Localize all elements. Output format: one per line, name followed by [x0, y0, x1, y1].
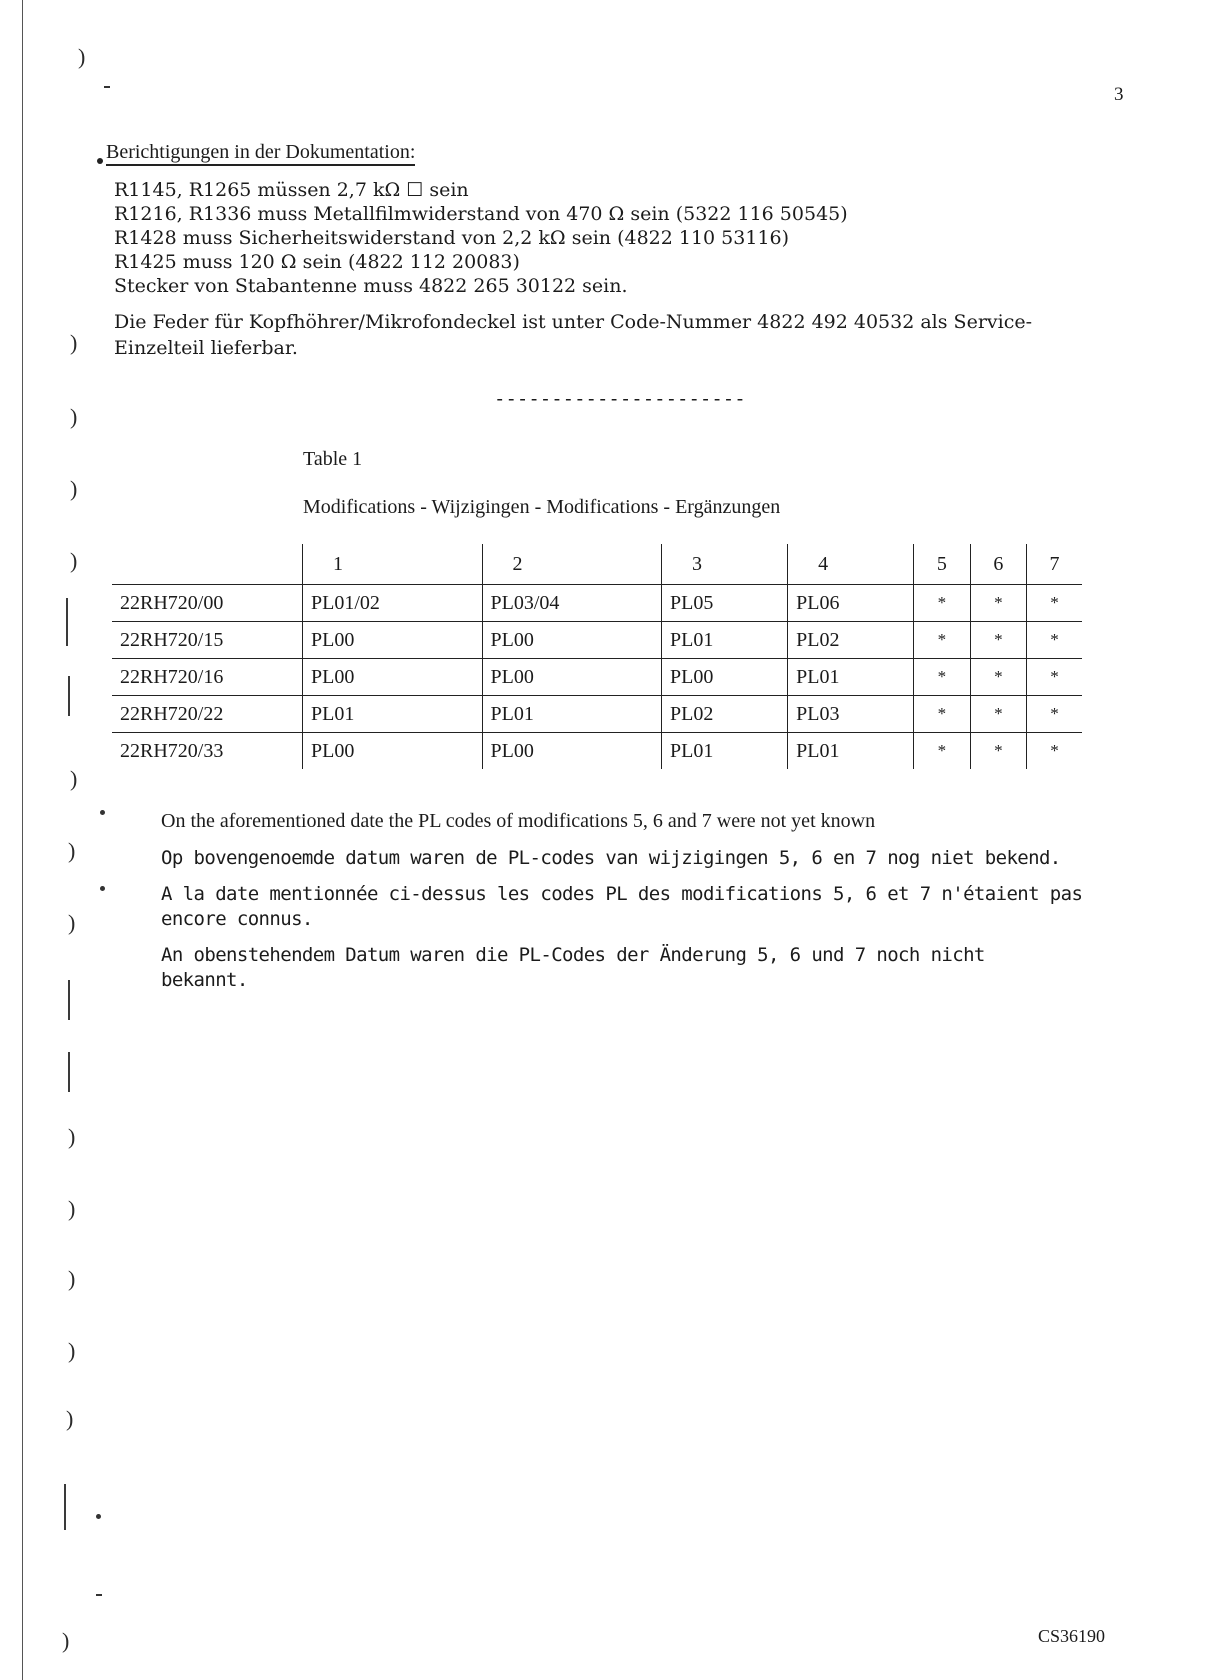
- binder-mark: ): [70, 404, 78, 429]
- pl-cell: PL02: [788, 622, 914, 659]
- pl-cell: *: [914, 659, 970, 696]
- mark-dot: [96, 1514, 101, 1519]
- header-col: 5: [914, 544, 970, 585]
- pl-cell: PL03/04: [482, 585, 662, 622]
- section-heading: [106, 141, 415, 164]
- correction-line: R1425 muss 120 Ω sein (4822 112 20083): [114, 251, 520, 273]
- pl-cell: PL06: [788, 585, 914, 622]
- pl-cell: *: [970, 585, 1026, 622]
- pl-cell: PL05: [662, 585, 788, 622]
- pl-cell: *: [1027, 659, 1082, 696]
- pl-cell: *: [914, 696, 970, 733]
- note-dutch: Op bovengenoemde datum waren de PL-codes van wijzigingen 5, 6 en 7 nog niet bekend.: [161, 847, 1061, 869]
- pl-cell: PL00: [482, 622, 662, 659]
- mark-dash: [104, 86, 110, 88]
- binder-mark: ): [70, 548, 78, 573]
- pl-cell: PL01: [662, 622, 788, 659]
- header-col: 1: [303, 544, 483, 585]
- table-caption: Table 1: [303, 448, 363, 470]
- mark-dot: [100, 886, 105, 891]
- binder-mark: ): [68, 1124, 76, 1149]
- pl-cell: PL00: [303, 733, 483, 770]
- binder-mark: ): [62, 1628, 70, 1653]
- pl-cell: *: [1027, 733, 1082, 770]
- header-col: 3: [662, 544, 788, 585]
- table-row: [112, 659, 1082, 696]
- table-row: [112, 585, 1082, 622]
- pl-cell: PL00: [303, 659, 483, 696]
- document-code: CS36190: [1038, 1626, 1106, 1646]
- pl-cell: *: [970, 659, 1026, 696]
- binder-mark: ): [66, 1406, 74, 1431]
- pl-cell: PL02: [662, 696, 788, 733]
- table-row: [112, 622, 1082, 659]
- section-heading-text: Berichtigungen in der Dokumentation:: [106, 141, 415, 166]
- table-header-row: [112, 544, 1082, 585]
- pl-cell: PL03: [788, 696, 914, 733]
- binder-mark: ): [78, 44, 86, 69]
- correction-line: Stecker von Stabantenne muss 4822 265 30122 sein.: [114, 275, 628, 297]
- pl-cell: PL00: [303, 622, 483, 659]
- modifications-table: [112, 544, 1082, 769]
- header-col: 7: [1027, 544, 1082, 585]
- correction-line: R1428 muss Sicherheitswiderstand von 2,2 kΩ sein (4822 110 53116): [114, 227, 790, 249]
- pl-cell: *: [914, 733, 970, 770]
- mark-dot: [100, 810, 105, 815]
- header-col: 6: [970, 544, 1026, 585]
- binder-mark: ): [68, 910, 76, 935]
- pl-cell: *: [1027, 696, 1082, 733]
- binder-mark: ): [68, 1338, 76, 1363]
- model-cell: 22RH720/00: [112, 585, 303, 622]
- model-cell: 22RH720/33: [120, 739, 224, 762]
- note-german: An obenstehendem Datum waren die PL-Codes der Änderung 5, 6 und 7 noch nicht bekannt.: [161, 944, 985, 991]
- spring-note: Die Feder für Kopfhöhrer/Mikrofondeckel ist unter Code-Nummer 4822 492 40532 als Service-Einzelteil lieferbar.: [114, 311, 1033, 359]
- binder-bar: [64, 1484, 66, 1530]
- pl-cell: PL00: [482, 733, 662, 770]
- pl-cell: PL01/02: [303, 585, 483, 622]
- binder-mark: ): [70, 330, 78, 355]
- binder-mark: ): [68, 1196, 76, 1221]
- pl-cell: *: [914, 622, 970, 659]
- note-english: On the aforementioned date the PL codes of modifications 5, 6 and 7 were not yet known: [161, 810, 876, 832]
- model-cell: 22RH720/22: [112, 696, 303, 733]
- pl-cell: *: [970, 696, 1026, 733]
- correction-line: R1145, R1265 müssen 2,7 kΩ ☐ sein: [114, 179, 469, 201]
- pl-cell: *: [1027, 585, 1082, 622]
- separator-line: ----------------------: [494, 388, 746, 410]
- binder-mark: ): [68, 1266, 76, 1291]
- header-col: 4: [788, 544, 914, 585]
- model-cell: 22RH720/16: [112, 659, 303, 696]
- page-number: 3: [1114, 84, 1124, 105]
- model-cell: 22RH720/15: [112, 622, 303, 659]
- binder-mark: ): [70, 476, 78, 501]
- heading-bullet-icon: [97, 158, 103, 164]
- pl-cell: PL00: [482, 659, 662, 696]
- pl-cell: PL01: [662, 733, 788, 770]
- header-col: 2: [482, 544, 662, 585]
- binder-bar: [68, 980, 70, 1020]
- pl-cell: PL01: [303, 696, 483, 733]
- binder-mark: ): [70, 766, 78, 791]
- table-row: [112, 733, 1082, 770]
- note-french: A la date mentionnée ci-dessus les codes PL des modifications 5, 6 et 7 n'étaient pas encore connus.: [161, 883, 1083, 930]
- pl-cell: PL01: [788, 659, 914, 696]
- pl-cell: PL00: [662, 659, 788, 696]
- pl-cell: *: [1027, 622, 1082, 659]
- header-model: [112, 544, 303, 585]
- pl-cell: *: [914, 585, 970, 622]
- binder-bar: [68, 1052, 70, 1092]
- table-row: [112, 696, 1082, 733]
- binder-bar: [68, 676, 70, 716]
- pl-cell: PL01: [482, 696, 662, 733]
- binder-mark: ): [68, 838, 76, 863]
- pl-cell: *: [970, 733, 1026, 770]
- binding-edge-line: [22, 0, 23, 1680]
- table-subtitle: Modifications - Wijzigingen - Modifications - Ergänzungen: [303, 496, 781, 518]
- mark-dash: [96, 1594, 102, 1596]
- pl-cell: PL01: [788, 733, 914, 770]
- pl-cell: *: [970, 622, 1026, 659]
- binder-bar: [66, 598, 68, 646]
- correction-line: R1216, R1336 muss Metallfilmwiderstand von 470 Ω sein (5322 116 50545): [114, 203, 848, 225]
